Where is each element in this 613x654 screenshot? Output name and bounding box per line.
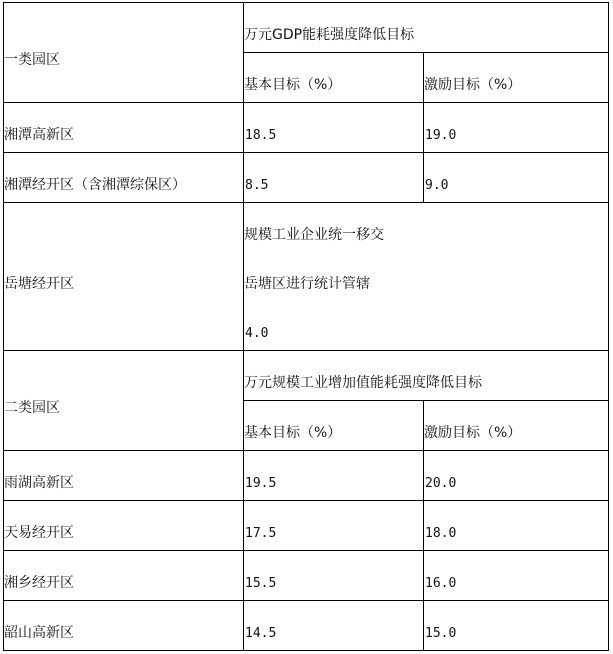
park-name: 岳塘经开区	[4, 276, 74, 292]
column-header-basic: 基本目标（%）	[244, 425, 342, 441]
table-border	[3, 550, 609, 551]
special-note-line: 规模工业企业统一移交	[244, 227, 384, 243]
incentive-target-value: 20.0	[425, 476, 457, 491]
incentive-target-value: 19.0	[425, 128, 457, 143]
park-name: 湘潭经开区（含湘潭综保区）	[4, 177, 186, 193]
table-border	[3, 600, 609, 601]
park-name: 天易经开区	[4, 525, 74, 541]
column-header-incentive: 激励目标（%）	[424, 425, 522, 441]
group-header: 万元GDP能耗强度降低目标	[244, 27, 415, 43]
table-border	[3, 2, 609, 3]
table-border	[3, 350, 609, 351]
table-border	[3, 202, 609, 203]
table-border	[3, 102, 609, 103]
group-label: 二类园区	[4, 400, 60, 416]
table-border	[3, 500, 609, 501]
table-border	[3, 650, 609, 651]
park-name: 湘潭高新区	[4, 127, 74, 143]
incentive-target-value: 15.0	[425, 626, 457, 641]
basic-target-value: 14.5	[245, 626, 277, 641]
incentive-target-value: 16.0	[425, 576, 457, 591]
column-header-incentive: 激励目标（%）	[424, 77, 522, 93]
basic-target-value: 8.5	[245, 178, 269, 193]
park-name: 雨湖高新区	[4, 475, 74, 491]
column-header-basic: 基本目标（%）	[244, 77, 342, 93]
special-note-line: 岳塘区进行统计管辖	[244, 276, 370, 292]
table-border	[243, 52, 609, 53]
basic-target-value: 19.5	[245, 476, 277, 491]
special-target-value: 4.0	[245, 326, 269, 341]
table-border	[243, 2, 244, 651]
table-border	[243, 400, 609, 401]
incentive-target-value: 18.0	[425, 526, 457, 541]
park-name: 韶山高新区	[4, 625, 74, 641]
incentive-target-value: 9.0	[425, 178, 449, 193]
group-label: 一类园区	[4, 52, 60, 68]
table-border	[3, 2, 4, 651]
basic-target-value: 15.5	[245, 576, 277, 591]
basic-target-value: 17.5	[245, 526, 277, 541]
table-border	[3, 450, 609, 451]
table-border	[608, 2, 609, 651]
table-border	[3, 152, 609, 153]
park-name: 湘乡经开区	[4, 575, 74, 591]
energy-target-table	[3, 2, 609, 651]
table-border	[423, 52, 424, 202]
group-header: 万元规模工业增加值能耗强度降低目标	[244, 375, 482, 391]
basic-target-value: 18.5	[245, 128, 277, 143]
